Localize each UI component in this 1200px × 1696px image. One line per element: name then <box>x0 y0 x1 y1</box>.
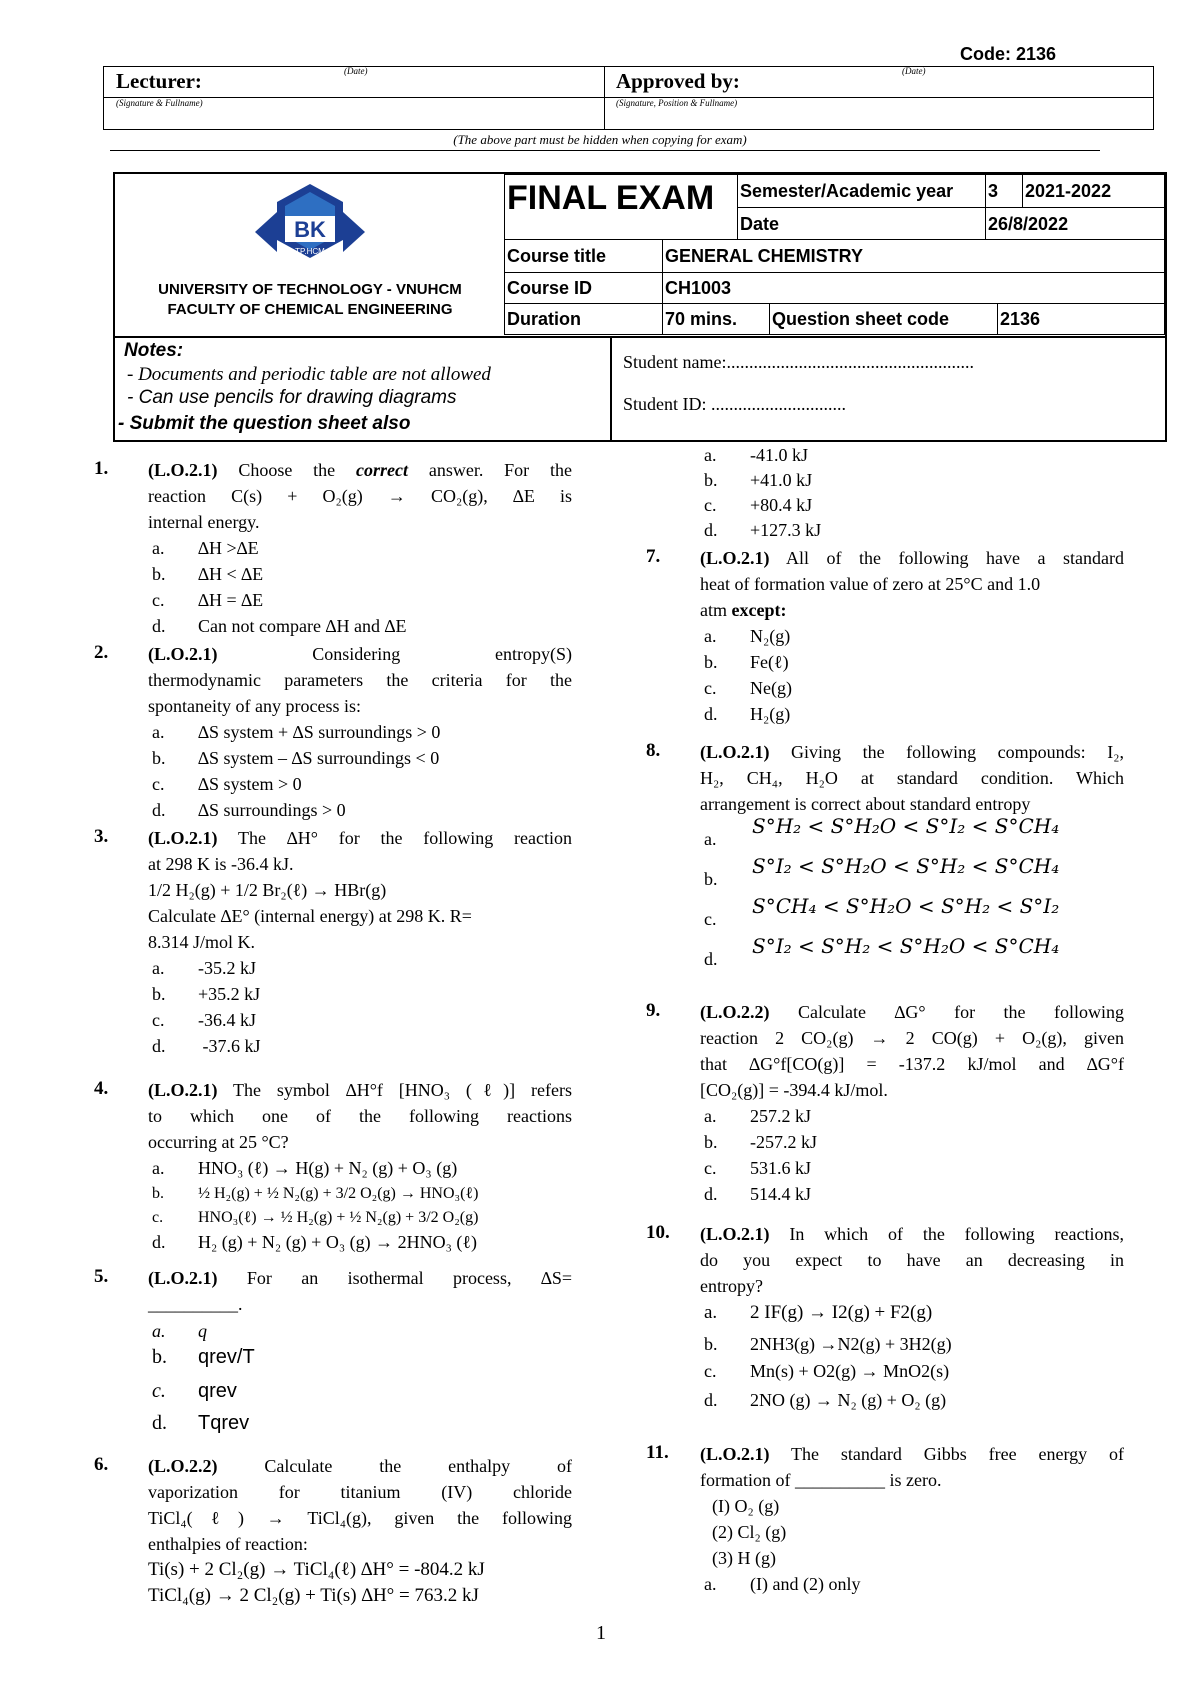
lecturer-signature-note: (Signature & Fullname) <box>116 98 203 108</box>
question-line: (L.O.2.1) In which of the following reactions, <box>700 1224 1124 1244</box>
answer-option[interactable]: a. ∆H >∆E <box>152 538 259 558</box>
question-number: 3. <box>94 826 109 847</box>
question-number: 6. <box>94 1454 109 1475</box>
answer-option[interactable]: d. H₂(g) <box>704 704 791 724</box>
lecturer-date: (Date) <box>344 66 368 76</box>
question-line: (L.O.2.1) The symbol ∆H°f [HNO₃ (ℓ)] refers <box>148 1080 572 1100</box>
student-id-field[interactable]: Student ID: .............................. <box>623 394 846 414</box>
question-line: vaporization for titanium (IV) chloride <box>148 1482 572 1502</box>
entropy-order-b: S°I₂ < S°H₂O < S°H₂ < S°CH₄ <box>752 854 1060 878</box>
answer-option[interactable]: a. -35.2 kJ <box>152 958 256 978</box>
answer-option[interactable]: b. Fe(ℓ) <box>704 652 789 672</box>
exam-date: 26/8/2022 <box>985 207 1165 240</box>
question-line: arrangement is correct about standard entropy <box>700 794 1031 814</box>
question-line: internal energy. <box>148 512 260 532</box>
note-pencils: - Can use pencils for drawing diagrams <box>127 387 457 408</box>
question-line: (L.O.2.2) Calculate the enthalpy of <box>148 1456 572 1476</box>
answer-option[interactable]: b. +35.2 kJ <box>152 984 261 1004</box>
answer-option[interactable]: c. +80.4 kJ <box>704 495 813 515</box>
note-documents: - Documents and periodic table are not allowed <box>127 364 491 385</box>
exam-title: FINAL EXAM <box>507 179 715 217</box>
approved-by-label: Approved by: <box>616 69 740 93</box>
question-line: Ti(s) + 2 Cl₂(g) → TiCl₄(ℓ) ∆H° = -804.2 kJ <box>148 1559 485 1580</box>
note-submit: - Submit the question sheet also <box>118 413 411 434</box>
approval-box <box>103 66 1154 130</box>
answer-option[interactable]: d. -37.6 kJ <box>152 1036 261 1056</box>
university-logo <box>255 182 365 282</box>
answer-option[interactable]: a. -41.0 kJ <box>704 445 808 465</box>
faculty-name: FACULTY OF CHEMICAL ENGINEERING <box>167 301 453 318</box>
question-item: (2) Cl₂ (g) <box>712 1522 787 1542</box>
answer-option[interactable]: a. q <box>152 1321 207 1341</box>
date-label: Date <box>737 207 986 240</box>
answer-option[interactable]: c. <box>704 909 717 929</box>
page-number: 1 <box>596 1622 606 1644</box>
duration: 70 mins. <box>662 303 770 335</box>
question-line: (L.O.2.1) Considering entropy(S) <box>148 644 573 664</box>
answer-option[interactable]: a. <box>704 829 717 849</box>
answer-option[interactable]: a. 257.2 kJ <box>704 1106 812 1126</box>
answer-option[interactable]: c. Mn(s) + O2(g) → MnO2(s) <box>704 1361 950 1381</box>
hidden-note: (The above part must be hidden when copying for exam) <box>453 132 747 147</box>
answer-option[interactable]: c. HNO₃(ℓ) → ½ H₂(g) + ½ N₂(g) + 3/2 O₂(g) <box>152 1209 479 1226</box>
question-line: (L.O.2.1) Choose the correct answer. For the <box>148 460 572 480</box>
question-number: 10. <box>646 1222 670 1243</box>
question-number: 5. <box>94 1266 109 1287</box>
question-line: to which one of the following reactions <box>148 1106 572 1126</box>
answer-option[interactable]: d. +127.3 kJ <box>704 520 822 540</box>
svg-text:BK: BK <box>294 217 326 242</box>
answer-option[interactable]: b. ½ H₂(g) + ½ N₂(g) + 3/2 O₂(g) → HNO₃(ℓ) <box>152 1185 479 1202</box>
entropy-order-c: S°CH₄ < S°H₂O < S°H₂ < S°I₂ <box>752 894 1060 918</box>
entropy-order-a: S°H₂ < S°H₂O < S°I₂ < S°CH₄ <box>752 814 1060 838</box>
answer-option[interactable]: c. qrev <box>152 1380 237 1402</box>
sheet-code: 2136 <box>997 303 1165 335</box>
exam-header <box>113 172 1167 442</box>
answer-option[interactable]: c. Ne(g) <box>704 678 792 698</box>
answer-option[interactable]: b. +41.0 kJ <box>704 470 813 490</box>
answer-option[interactable]: a. (I) and (2) only <box>704 1574 861 1594</box>
question-number: 4. <box>94 1078 109 1099</box>
answer-option[interactable]: b. ∆S system – ∆S surroundings < 0 <box>152 748 440 768</box>
answer-option[interactable]: c. -36.4 kJ <box>152 1010 256 1030</box>
question-line: [CO₂(g)] = -394.4 kJ/mol. <box>700 1080 888 1100</box>
question-line: (L.O.2.1) The standard Gibbs free energy of <box>700 1444 1124 1464</box>
question-line: entropy? <box>700 1276 763 1296</box>
semester-label: Semester/Academic year <box>737 174 986 208</box>
question-number: 11. <box>646 1442 669 1463</box>
question-line: TiCl₄(ℓ) → TiCl₄(g), given the following <box>148 1508 572 1528</box>
answer-option[interactable]: b. -257.2 kJ <box>704 1132 817 1152</box>
question-number: 1. <box>94 458 109 479</box>
question-line: occurring at 25 °C? <box>148 1132 289 1152</box>
exam-code: Code: 2136 <box>960 44 1057 64</box>
answer-option[interactable]: b. <box>704 869 718 889</box>
answer-option[interactable]: d. 2NO (g) → N₂ (g) + O₂ (g) <box>704 1390 947 1410</box>
question-line: Calculate ∆E° (internal energy) at 298 K. R= <box>148 906 472 926</box>
question-line: that ∆G°f[CO(g)] = -137.2 kJ/mol and ∆G°f <box>700 1054 1124 1074</box>
question-line: (L.O.2.1) Giving the following compounds: I₂, <box>700 742 1124 762</box>
cut-line <box>110 150 1100 151</box>
answer-option[interactable]: b. 2NH3(g) →N2(g) + 3H2(g) <box>704 1334 952 1354</box>
question-line: formation of __________ is zero. <box>700 1470 942 1490</box>
answer-option[interactable]: d. Tqrev <box>152 1412 250 1434</box>
question-line: heat of formation value of zero at 25°C and 1.0 <box>700 574 1041 594</box>
answer-option[interactable]: d. <box>704 949 718 969</box>
answer-option[interactable]: d. ∆S surroundings > 0 <box>152 800 346 820</box>
question-line: reaction 2 CO₂(g) → 2 CO(g) + O₂(g), given <box>700 1028 1124 1048</box>
notes-title: Notes: <box>124 340 184 361</box>
question-line: TiCl₄(g) → 2 Cl₂(g) + Ti(s) ∆H° = 763.2 kJ <box>148 1585 479 1606</box>
course-title-label: Course title <box>504 239 663 273</box>
answer-option[interactable]: b. ∆H < ∆E <box>152 564 264 584</box>
question-line: (L.O.2.1) For an isothermal process, ∆S= <box>148 1268 572 1288</box>
question-line: (L.O.2.2) Calculate ∆G° for the following <box>700 1002 1124 1022</box>
question-line: at 298 K is -36.4 kJ. <box>148 854 294 874</box>
question-number: 9. <box>646 1000 661 1021</box>
approved-signature-note: (Signature, Position & Fullname) <box>616 98 738 108</box>
course-id: CH1003 <box>662 272 1165 304</box>
question-line: do you expect to have an decreasing in <box>700 1250 1124 1270</box>
question-line: thermodynamic parameters the criteria for the <box>148 670 572 690</box>
answer-option[interactable]: a. HNO₃ (ℓ) → H(g) + N₂ (g) + O₃ (g) <box>152 1158 458 1178</box>
semester-value: 3 <box>985 174 1023 208</box>
entropy-order-d: S°I₂ < S°H₂ < S°H₂O < S°CH₄ <box>752 934 1060 958</box>
question-line: (L.O.2.1) The ∆H° for the following reaction <box>148 828 572 848</box>
answer-option[interactable]: a. ∆S system + ∆S surroundings > 0 <box>152 722 441 742</box>
academic-year: 2021-2022 <box>1022 174 1165 208</box>
question-line: reaction C(s) + O₂(g) → CO₂(g), ∆E is <box>148 486 572 506</box>
answer-option[interactable]: c. 531.6 kJ <box>704 1158 812 1178</box>
question-line: spontaneity of any process is: <box>148 696 361 716</box>
question-line: H₂, CH₄, H₂O at standard condition. Which <box>700 768 1124 788</box>
svg-text:TP.HCM: TP.HCM <box>295 247 325 256</box>
answer-option[interactable]: d. Can not compare ∆H and ∆E <box>152 616 407 636</box>
university-name: UNIVERSITY OF TECHNOLOGY - VNUHCM <box>158 281 462 298</box>
answer-option[interactable]: d. H₂ (g) + N₂ (g) + O₃ (g) → 2HNO₃ (ℓ) <box>152 1232 477 1252</box>
answer-option[interactable]: c. ∆H = ∆E <box>152 590 264 610</box>
answer-option[interactable]: b. qrev/T <box>152 1346 255 1368</box>
question-line: enthalpies of reaction: <box>148 1534 308 1554</box>
answer-option[interactable]: a. 2 IF(g) → I2(g) + F2(g) <box>704 1302 933 1323</box>
approved-date: (Date) <box>902 66 926 76</box>
question-line: 1/2 H₂(g) + 1/2 Br₂(ℓ) → HBr(g) <box>148 880 387 900</box>
course-id-label: Course ID <box>504 272 663 304</box>
question-line: (L.O.2.1) All of the following have a standard <box>700 548 1124 568</box>
question-line: __________. <box>148 1294 243 1314</box>
answer-option[interactable]: d. 514.4 kJ <box>704 1184 812 1204</box>
question-line: 8.314 J/mol K. <box>148 932 256 952</box>
question-line: atm except: <box>700 600 787 620</box>
question-number: 7. <box>646 546 661 567</box>
question-item: (3) H (g) <box>712 1548 776 1568</box>
lecturer-label: Lecturer: <box>116 69 202 93</box>
answer-option[interactable]: a. N₂(g) <box>704 626 791 646</box>
question-number: 2. <box>94 642 109 663</box>
duration-label: Duration <box>504 303 663 335</box>
exam-title-cell <box>504 174 738 240</box>
student-name-field[interactable]: Student name:....................................................... <box>623 352 974 372</box>
course-title: GENERAL CHEMISTRY <box>662 239 1165 273</box>
sheet-code-label: Question sheet code <box>769 303 998 335</box>
question-number: 8. <box>646 740 661 761</box>
question-item: (I) O₂ (g) <box>712 1496 780 1516</box>
answer-option[interactable]: c. ∆S system > 0 <box>152 774 302 794</box>
